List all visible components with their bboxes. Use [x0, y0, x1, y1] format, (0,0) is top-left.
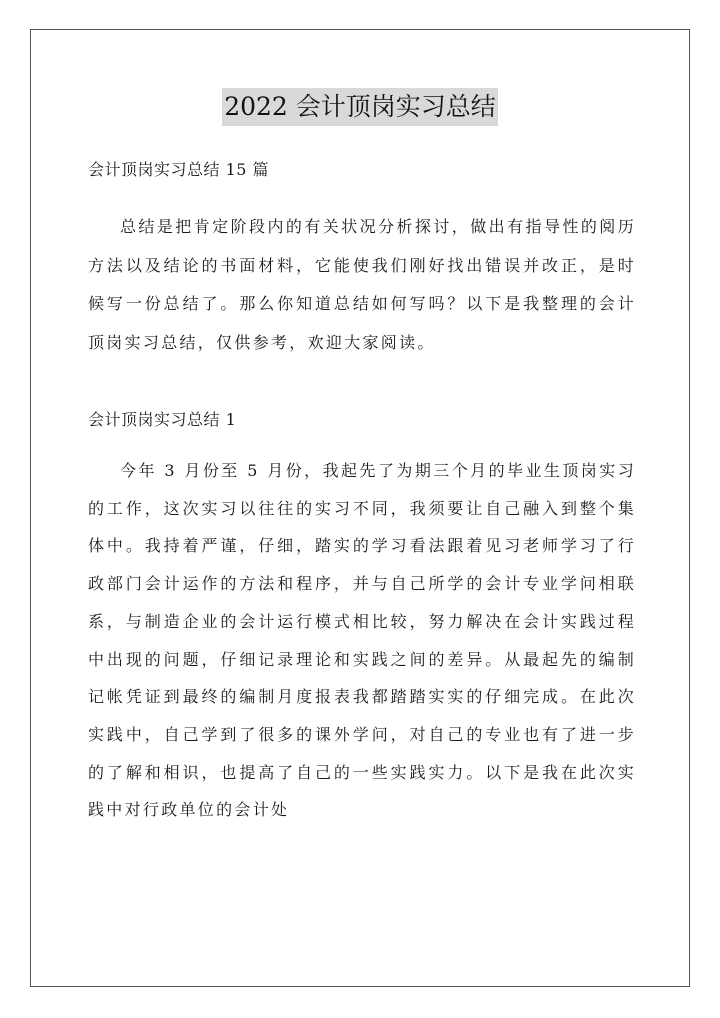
document-body	[88, 150, 636, 829]
title-container	[0, 88, 720, 126]
spacer	[88, 190, 636, 208]
spacer	[88, 440, 636, 452]
spacer	[88, 362, 636, 400]
section-heading: 会计顶岗实习总结 1	[88, 410, 237, 429]
document-title: 2022 会计顶岗实习总结	[222, 88, 498, 126]
intro-paragraph: 总结是把肯定阶段内的有关状况分析探讨，做出有指导性的阅历方法以及结论的书面材料，它能使我们刚好找出错误并改正，是时候写一份总结了。那么你知道总结如何写吗？以下是我整理的会计顶岗实习总结，仅供参考，欢迎大家阅读。	[88, 217, 636, 352]
section-paragraph: 今年 3 月份至 5 月份，我起先了为期三个月的毕业生顶岗实习的工作，这次实习以往往的实习不同，我须要让自己融入到整个集体中。我持着严谨，仔细，踏实的学习看法跟着见习老师学习了行政部门会计运作的方法和程序，并与自己所学的会计专业学问相联系，与制造企业的会计运行模式相比较，努力解决在会计实践过程中出现的问题，仔细记录理论和实践之间的差异。从最起先的编制记帐凭证到最终的编制月度报表我都踏踏实实的仔细完成。在此次实践中，自己学到了很多的课外学问，对自己的专业也有了进一步的了解和相识，也提高了自己的一些实践实力。以下是我在此次实践中对行政单位的会计处	[88, 461, 636, 820]
document-subtitle: 会计顶岗实习总结 15 篇	[88, 160, 270, 179]
